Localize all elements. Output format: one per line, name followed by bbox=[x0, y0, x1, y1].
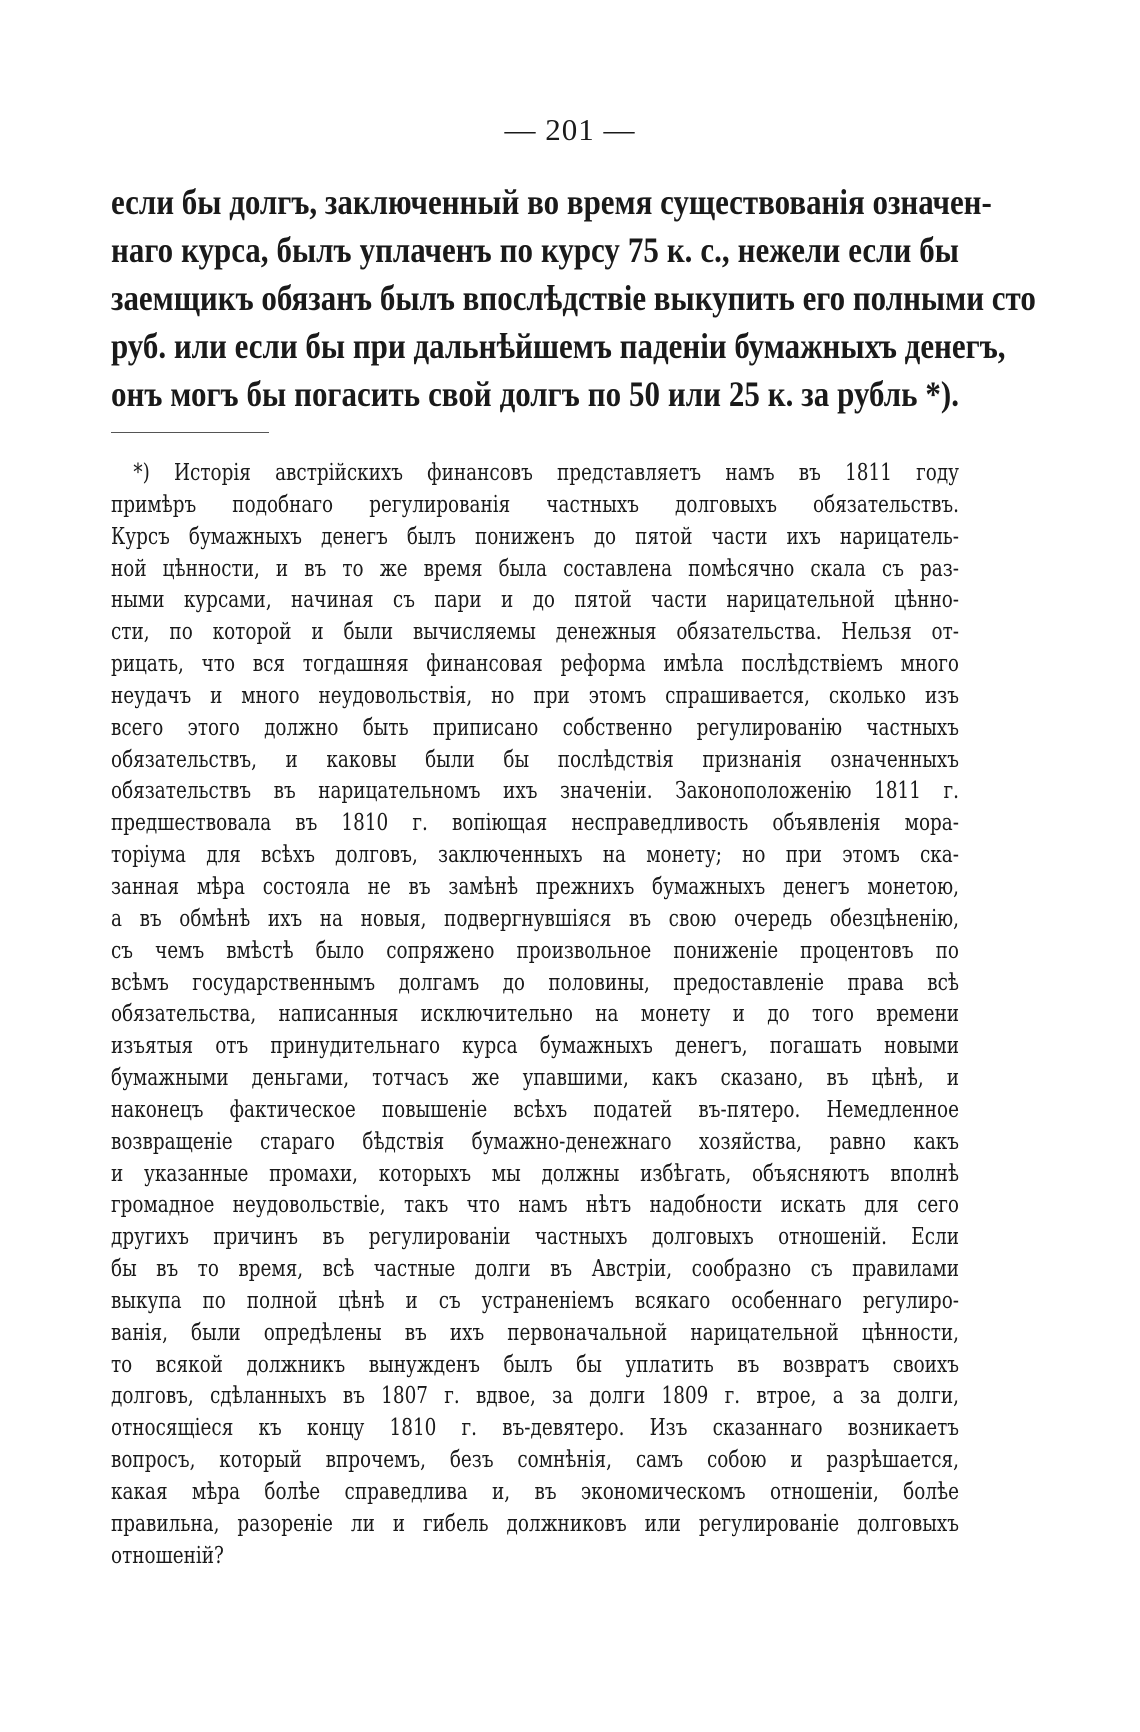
main-line: онъ могъ бы погасить свой долгъ по 50 или 25 к. за рубль *). bbox=[111, 374, 959, 414]
footnote bbox=[111, 458, 959, 1573]
footnote-line: рицать, что вся тогдашняя финансовая реформа имѣла послѣдствіемъ много bbox=[111, 651, 959, 678]
footnote-line: предшествовала въ 1810 г. вопіющая несправедливость объявленія мора- bbox=[111, 810, 959, 837]
main-line: руб. или если бы при дальнѣйшемъ паденіи бумажныхъ денегъ, bbox=[111, 326, 1006, 366]
footnote-line: отношеній? bbox=[111, 1542, 224, 1569]
footnote-line: возвращеніе стараго бѣдствія бумажно-денежнаго хозяйства, равно какъ bbox=[111, 1128, 959, 1155]
footnote-line: наконецъ фактическое повышеніе всѣхъ податей въ-пятеро. Немедленное bbox=[111, 1096, 959, 1123]
footnote-line: торіума для всѣхъ долговъ, заключенныхъ на монету; но при этомъ ска- bbox=[111, 842, 959, 869]
footnote-line: неудачъ и много неудовольствія, но при этомъ спрашивается, сколько изъ bbox=[111, 682, 959, 709]
footnote-line: громадное неудовольствіе, такъ что намъ нѣтъ надобности искать для сего bbox=[111, 1192, 959, 1219]
footnote-line: вопросъ, который впрочемъ, безъ сомнѣнія, самъ собою и разрѣшается, bbox=[111, 1447, 959, 1474]
main-line: наго курса, былъ уплаченъ по курсу 75 к. с., нежели если бы bbox=[111, 230, 959, 270]
footnote-line: ными курсами, начиная съ пари и до пятой части нарицательной цѣнно- bbox=[111, 587, 959, 614]
footnote-line: *) Исторія австрійскихъ финансовъ представляетъ намъ въ 1811 году bbox=[133, 460, 959, 486]
main-line: заемщикъ обязанъ былъ впослѣдствіе выкупить его полными сто bbox=[111, 278, 1036, 318]
footnote-line: какая мѣра болѣе справедлива и, въ экономическомъ отношеніи, болѣе bbox=[111, 1479, 959, 1505]
footnote-line: бумажными деньгами, тотчасъ же упавшими, какъ сказано, въ цѣнѣ, и bbox=[111, 1065, 959, 1092]
footnote-line: другихъ причинъ въ регулированіи частныхъ долговыхъ отношеній. Если bbox=[111, 1224, 959, 1251]
footnote-line: обязательства, написанныя исключительно на монету и до того времени bbox=[111, 1001, 959, 1028]
footnote-line: ванія, были опредѣлены въ ихъ первоначальной нарицательной цѣнности, bbox=[111, 1319, 959, 1346]
footnote-line: всѣмъ государственнымъ долгамъ до половины, предоставленіе права всѣ bbox=[111, 969, 959, 996]
footnote-line: обязательствъ, и каковы были бы послѣдствія признанія означенныхъ bbox=[111, 746, 959, 773]
footnote-line: всего этого должно быть приписано собственно регулированію частныхъ bbox=[111, 714, 959, 741]
footnote-line: бы въ то время, всѣ частные долги въ Австріи, сообразно съ правилами bbox=[111, 1256, 959, 1283]
footnote-line: то всякой должникъ вынужденъ былъ бы уплатить въ возвратъ своихъ bbox=[111, 1351, 959, 1378]
footnote-line: выкупа по полной цѣнѣ и съ устраненіемъ всякаго особеннаго регулиро- bbox=[111, 1287, 959, 1314]
footnote-line: долговъ, сдѣланныхъ въ 1807 г. вдвое, за долги 1809 г. втрое, а за долги, bbox=[111, 1383, 959, 1410]
footnote-line: обязательствъ въ нарицательномъ ихъ значеніи. Законоположенію 1811 г. bbox=[111, 778, 959, 805]
footnote-line: ной цѣнности, и въ то же время была составлена помѣсячно скала съ раз- bbox=[111, 555, 959, 582]
main-paragraph bbox=[111, 178, 1036, 418]
footnote-line: съ чемъ вмѣстѣ было сопряжено произвольное пониженіе процентовъ по bbox=[111, 937, 959, 964]
footnote-line: Курсъ бумажныхъ денегъ былъ пониженъ до пятой части ихъ нарицатель- bbox=[111, 523, 959, 550]
footnote-line: и указанные промахи, которыхъ мы должны избѣгать, объясняютъ вполнѣ bbox=[111, 1160, 959, 1187]
footnote-divider bbox=[111, 432, 269, 433]
footnote-line: сти, по которой и были вычисляемы денежныя обязательства. Нельзя от- bbox=[111, 619, 959, 646]
footnote-line: изъятыя отъ принудительнаго курса бумажныхъ денегъ, погашать новыми bbox=[111, 1033, 959, 1060]
footnote-line: правильна, разореніе ли и гибель должниковъ или регулированіе долговыхъ bbox=[111, 1510, 959, 1537]
footnote-line: занная мѣра состояла не въ замѣнѣ прежнихъ бумажныхъ денегъ монетою, bbox=[111, 873, 959, 900]
footnote-line: примѣръ подобнаго регулированія частныхъ долговыхъ обязательствъ. bbox=[111, 491, 959, 518]
main-line: если бы долгъ, заключенный во время существованія означен- bbox=[111, 182, 992, 222]
footnote-line: а въ обмѣнѣ ихъ на новыя, подвергнувшіяся въ свою очередь обезцѣненію, bbox=[111, 905, 959, 932]
footnote-line: относящіеся къ концу 1810 г. въ-девятеро. Изъ сказаннаго возникаетъ bbox=[111, 1415, 959, 1442]
page-number: — 201 — bbox=[504, 112, 636, 147]
